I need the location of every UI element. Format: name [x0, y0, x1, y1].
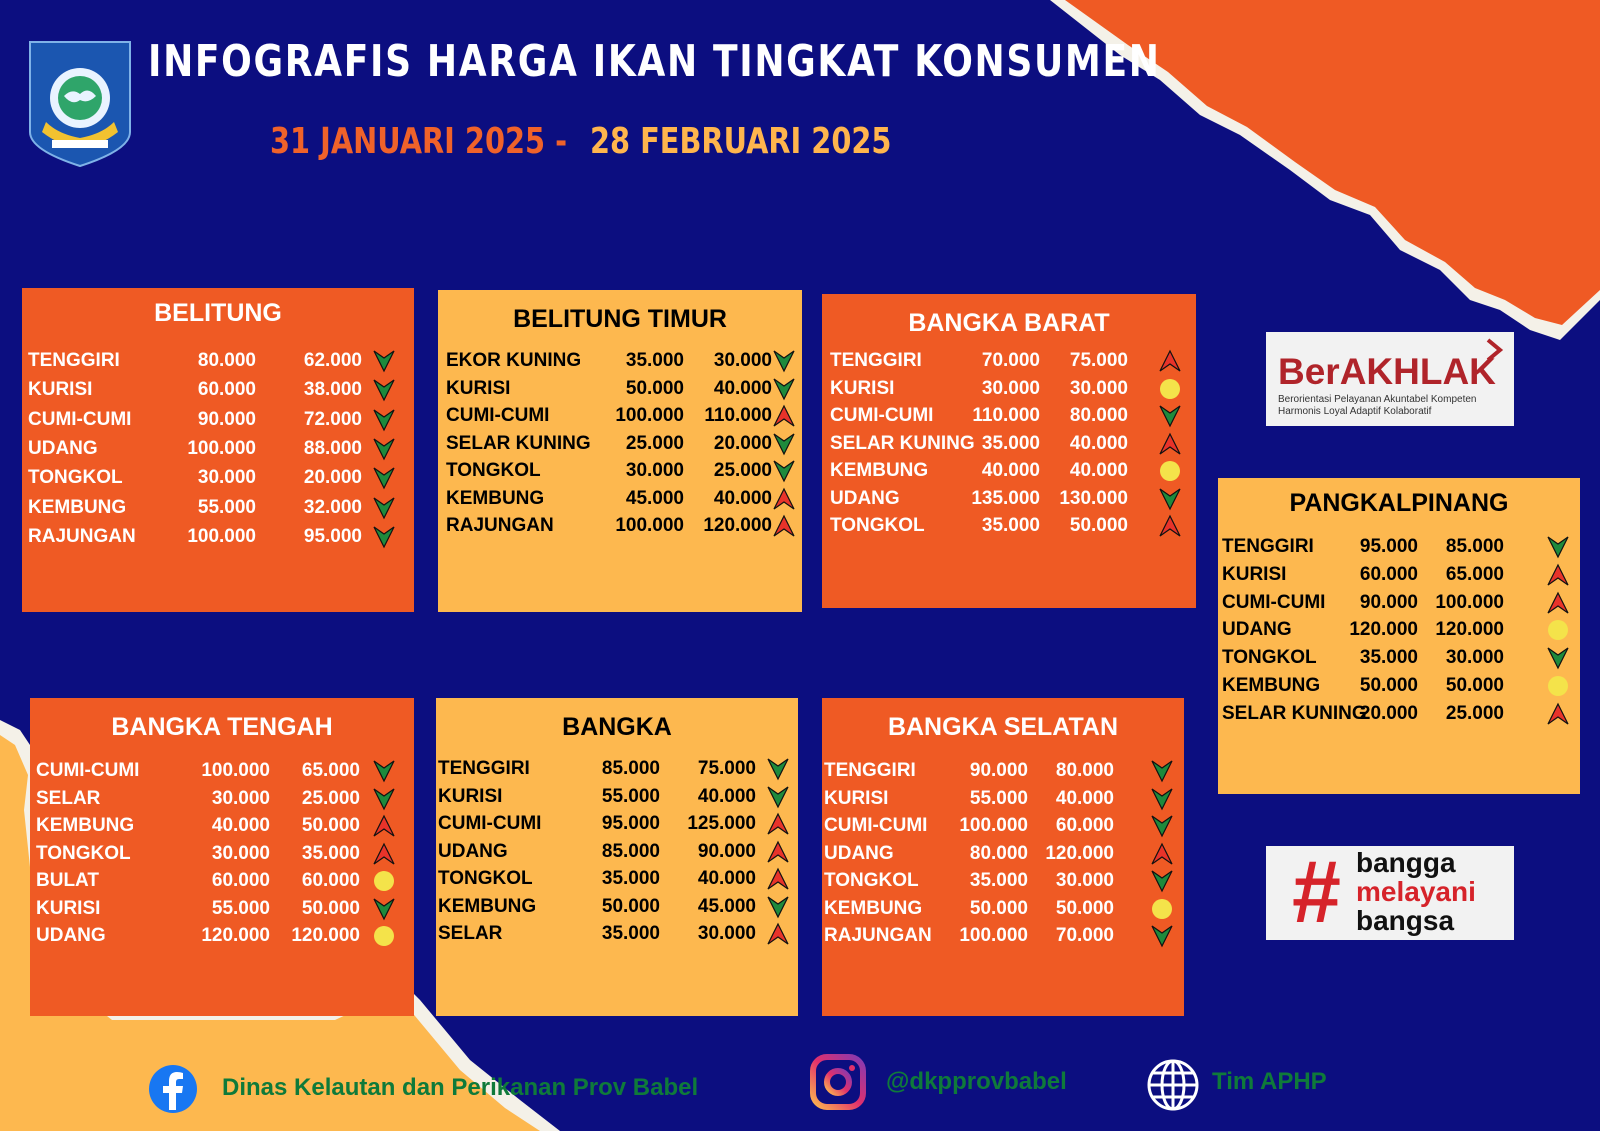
panel-title: PANGKALPINANG — [1289, 489, 1509, 517]
price-start: 50.000 — [601, 895, 660, 917]
price-row — [446, 403, 802, 429]
price-end: 30.000 — [713, 350, 772, 371]
neutral-circle-icon — [1546, 674, 1570, 698]
price-row — [446, 431, 802, 457]
fish-name: CUMI-CUMI — [830, 405, 934, 426]
price-end: 45.000 — [697, 895, 756, 917]
price-row — [830, 348, 1196, 374]
price-row — [36, 841, 414, 867]
arrow-up-icon — [766, 840, 790, 864]
price-row — [1222, 534, 1580, 560]
fish-name: KURISI — [438, 785, 503, 807]
price-row — [36, 786, 414, 812]
price-end: 20.000 — [713, 432, 772, 454]
price-row — [438, 784, 798, 810]
price-start: 30.000 — [981, 377, 1040, 399]
fish-name: UDANG — [1222, 619, 1292, 641]
price-end: 25.000 — [713, 460, 772, 481]
fish-name: TENGGIRI — [1222, 536, 1314, 557]
fish-name: TENGGIRI — [438, 758, 530, 779]
arrow-up-icon — [766, 922, 790, 946]
panel-title: BELITUNG TIMUR — [513, 305, 727, 333]
fish-name: TONGKOL — [1222, 647, 1317, 669]
price-start: 60.000 — [197, 379, 256, 401]
price-end: 40.000 — [1069, 432, 1128, 454]
arrow-down-icon — [772, 349, 796, 373]
price-row — [824, 786, 1184, 812]
price-end: 40.000 — [1069, 460, 1128, 481]
fish-name: UDANG — [36, 925, 106, 946]
fish-name: TONGKOL — [830, 515, 925, 536]
price-start: 100.000 — [615, 405, 684, 426]
price-row — [438, 756, 798, 782]
arrow-down-icon — [766, 785, 790, 809]
arrow-up-icon — [372, 842, 396, 866]
price-end: 120.000 — [1045, 842, 1114, 864]
price-row — [824, 923, 1184, 949]
price-start: 95.000 — [601, 813, 660, 834]
price-row — [446, 513, 802, 539]
panel-title: BANGKA BARAT — [908, 309, 1110, 337]
fish-name: KEMBUNG — [830, 460, 929, 481]
price-start: 50.000 — [969, 897, 1028, 919]
bangga-melayani-badge — [1266, 842, 1514, 941]
price-start: 20.000 — [1359, 702, 1418, 724]
arrow-up-icon — [1150, 842, 1174, 866]
arrow-up-icon — [1158, 349, 1182, 373]
price-end: 25.000 — [1445, 702, 1504, 724]
price-start: 95.000 — [1359, 536, 1418, 557]
price-start: 50.000 — [1359, 675, 1418, 696]
chevron-right-icon — [1484, 338, 1504, 362]
globe-icon[interactable] — [1146, 1058, 1200, 1112]
fish-name: CUMI-CUMI — [438, 813, 542, 834]
price-start: 35.000 — [601, 923, 660, 944]
price-end: 130.000 — [1059, 487, 1128, 509]
fish-name: KEMBUNG — [1222, 675, 1321, 696]
price-start: 100.000 — [187, 437, 256, 459]
facebook-text[interactable]: Dinas Kelautan dan Perikanan Prov Babel — [222, 1074, 699, 1101]
price-end: 88.000 — [303, 437, 362, 459]
price-row — [830, 403, 1196, 429]
price-end: 50.000 — [301, 897, 360, 919]
price-end: 30.000 — [1445, 647, 1504, 669]
price-row — [446, 458, 802, 484]
price-start: 50.000 — [625, 377, 684, 399]
price-row — [830, 513, 1196, 539]
price-end: 65.000 — [1445, 563, 1504, 585]
price-start: 90.000 — [1359, 591, 1418, 613]
price-end: 75.000 — [697, 758, 756, 779]
fish-name: UDANG — [28, 437, 98, 459]
arrow-up-icon — [772, 514, 796, 538]
instagram-text[interactable]: @dkpprovbabel — [886, 1068, 1067, 1095]
arrow-down-icon — [372, 496, 396, 520]
price-end: 38.000 — [303, 379, 362, 401]
price-row — [36, 813, 414, 839]
price-row — [830, 431, 1196, 457]
arrow-down-icon — [1150, 787, 1174, 811]
price-start: 110.000 — [972, 405, 1040, 426]
price-row — [36, 896, 414, 922]
arrow-down-icon — [1150, 924, 1174, 948]
fish-name: UDANG — [824, 842, 894, 864]
price-start: 25.000 — [625, 432, 684, 454]
hashtag-icon: # — [1292, 842, 1341, 941]
price-start: 35.000 — [601, 868, 660, 889]
panel-pangkalpinang — [1218, 478, 1580, 794]
price-row — [28, 465, 414, 491]
arrow-down-icon — [772, 459, 796, 483]
fish-name: TONGKOL — [28, 467, 123, 489]
price-row — [1222, 673, 1580, 699]
berakhlak-line1: Berorientasi Pelayanan Akuntabel Kompeten — [1278, 394, 1477, 405]
price-start: 80.000 — [969, 842, 1028, 864]
price-start: 100.000 — [959, 815, 1028, 836]
fish-name: SELAR KUNING — [446, 432, 591, 454]
fish-name: BULAT — [36, 870, 99, 891]
fish-name: KEMBUNG — [28, 496, 127, 518]
price-row — [830, 376, 1196, 402]
price-start: 35.000 — [981, 432, 1040, 454]
fish-name: TENGGIRI — [830, 350, 922, 371]
price-end: 35.000 — [301, 842, 360, 864]
price-end: 40.000 — [697, 868, 756, 889]
fish-name: TENGGIRI — [824, 760, 916, 781]
page-title: INFOGRAFIS HARGA IKAN TINGKAT KONSUMEN — [148, 36, 1161, 87]
arrow-up-icon — [1158, 432, 1182, 456]
fish-name: TONGKOL — [824, 870, 919, 891]
price-start: 60.000 — [1359, 563, 1418, 585]
price-start: 60.000 — [211, 870, 270, 891]
price-end: 65.000 — [301, 760, 360, 781]
price-end: 80.000 — [1055, 760, 1114, 781]
price-end: 70.000 — [1055, 925, 1114, 946]
price-row — [446, 376, 802, 402]
price-end: 40.000 — [697, 785, 756, 807]
arrow-up-icon — [372, 814, 396, 838]
arrow-down-icon — [766, 895, 790, 919]
fish-name: KEMBUNG — [824, 897, 923, 919]
arrow-down-icon — [372, 466, 396, 490]
arrow-down-icon — [772, 432, 796, 456]
neutral-circle-icon — [1158, 377, 1182, 401]
fish-name: KURISI — [1222, 563, 1287, 585]
price-start: 100.000 — [959, 925, 1028, 946]
panel-title: BELITUNG — [154, 299, 282, 327]
price-end: 40.000 — [1055, 787, 1114, 809]
fish-name: KEMBUNG — [438, 895, 537, 917]
arrow-up-icon — [766, 812, 790, 836]
panel-bangka — [436, 698, 798, 1016]
price-row — [28, 524, 414, 550]
fish-name: KEMBUNG — [36, 815, 135, 836]
arrow-down-icon — [766, 757, 790, 781]
price-start: 55.000 — [211, 897, 270, 919]
price-start: 55.000 — [601, 785, 660, 807]
arrow-up-icon — [772, 404, 796, 428]
price-start: 40.000 — [211, 815, 270, 836]
arrow-up-icon — [1546, 563, 1570, 587]
arrow-down-icon — [1546, 646, 1570, 670]
bangga-line2: melayani — [1356, 876, 1476, 907]
price-end: 60.000 — [301, 870, 360, 891]
price-end: 32.000 — [303, 496, 362, 518]
panel-bangka-selatan — [822, 698, 1184, 1016]
date-end: 28 FEBRUARI 2025 — [590, 121, 892, 162]
price-end: 30.000 — [1069, 377, 1128, 399]
price-end: 95.000 — [303, 525, 362, 547]
price-row — [446, 486, 802, 512]
price-start: 35.000 — [981, 515, 1040, 536]
bangga-line3: bangsa — [1356, 905, 1455, 936]
price-row — [438, 921, 798, 947]
price-row — [446, 348, 802, 374]
fish-name: SELAR — [438, 923, 503, 944]
fish-name: CUMI-CUMI — [446, 405, 550, 426]
price-row — [1222, 562, 1580, 588]
price-row — [36, 868, 414, 894]
arrow-up-icon — [772, 487, 796, 511]
price-start: 85.000 — [601, 840, 660, 862]
arrow-up-icon — [1546, 591, 1570, 615]
fish-name: CUMI-CUMI — [28, 408, 132, 430]
price-row — [1222, 590, 1580, 616]
arrow-down-icon — [1150, 759, 1174, 783]
fish-name: SELAR KUNING — [830, 432, 975, 454]
arrow-down-icon — [372, 408, 396, 432]
arrow-down-icon — [372, 759, 396, 783]
price-start: 30.000 — [211, 842, 270, 864]
fish-name: UDANG — [438, 840, 508, 862]
panel-belitung-timur — [438, 290, 802, 612]
price-end: 50.000 — [1445, 675, 1504, 696]
footer — [0, 1040, 1600, 1100]
neutral-circle-icon — [1158, 459, 1182, 483]
price-row — [824, 813, 1184, 839]
price-end: 120.000 — [1435, 619, 1504, 641]
price-start: 55.000 — [197, 496, 256, 518]
fish-name: SELAR KUNING — [1222, 702, 1367, 724]
arrow-down-icon — [372, 349, 396, 373]
facebook-icon[interactable] — [148, 1064, 198, 1114]
price-end: 100.000 — [1435, 591, 1504, 613]
fish-name: EKOR KUNING — [446, 350, 582, 371]
berakhlak-line2: Harmonis Loyal Adaptif Kolaboratif — [1278, 406, 1432, 417]
price-row — [438, 811, 798, 837]
price-end: 25.000 — [301, 787, 360, 809]
price-row — [28, 436, 414, 462]
price-end: 50.000 — [1055, 897, 1114, 919]
fish-name: RAJUNGAN — [446, 515, 554, 536]
price-end: 50.000 — [1069, 515, 1128, 536]
fish-name: SELAR — [36, 787, 101, 809]
arrow-down-icon — [372, 897, 396, 921]
price-end: 30.000 — [1055, 870, 1114, 891]
arrow-down-icon — [372, 787, 396, 811]
arrow-down-icon — [1150, 814, 1174, 838]
fish-name: RAJUNGAN — [28, 525, 136, 547]
price-end: 40.000 — [713, 377, 772, 399]
price-start: 85.000 — [601, 758, 660, 779]
price-row — [28, 348, 414, 374]
fish-name: KEMBUNG — [446, 487, 545, 509]
price-row — [824, 841, 1184, 867]
price-start: 40.000 — [981, 460, 1040, 481]
price-row — [1222, 617, 1580, 643]
arrow-down-icon — [1150, 869, 1174, 893]
panel-title: BANGKA SELATAN — [887, 713, 1119, 741]
price-start: 35.000 — [1359, 647, 1418, 669]
fish-name: CUMI-CUMI — [1222, 591, 1326, 613]
price-end: 72.000 — [303, 408, 362, 430]
price-row — [28, 495, 414, 521]
price-row — [824, 868, 1184, 894]
arrow-up-icon — [766, 867, 790, 891]
neutral-circle-icon — [372, 869, 396, 893]
price-start: 135.000 — [971, 487, 1040, 509]
province-logo — [28, 40, 132, 168]
price-end: 50.000 — [301, 815, 360, 836]
panel-belitung — [22, 288, 414, 612]
price-start: 120.000 — [1349, 619, 1418, 641]
price-end: 80.000 — [1069, 405, 1128, 426]
price-end: 110.000 — [704, 405, 772, 426]
fish-name: TONGKOL — [446, 460, 541, 481]
price-row — [1222, 645, 1580, 671]
fish-name: KURISI — [28, 379, 93, 401]
price-start: 30.000 — [625, 460, 684, 481]
neutral-circle-icon — [372, 924, 396, 948]
price-end: 85.000 — [1445, 536, 1504, 557]
fish-name: RAJUNGAN — [824, 925, 932, 946]
fish-name: KURISI — [446, 377, 511, 399]
price-end: 120.000 — [703, 515, 772, 536]
arrow-down-icon — [372, 378, 396, 402]
price-row — [824, 896, 1184, 922]
neutral-circle-icon — [1150, 897, 1174, 921]
neutral-circle-icon — [1546, 618, 1570, 642]
arrow-down-icon — [372, 525, 396, 549]
price-row — [28, 377, 414, 403]
price-start: 80.000 — [197, 350, 256, 371]
price-start: 100.000 — [201, 760, 270, 781]
fish-name: TONGKOL — [438, 868, 533, 889]
price-end: 62.000 — [303, 350, 362, 371]
price-row — [1222, 701, 1580, 727]
panel-title: BANGKA TENGAH — [111, 713, 333, 741]
price-start: 30.000 — [211, 787, 270, 809]
panel-title: BANGKA — [562, 713, 672, 741]
fish-name: TONGKOL — [36, 842, 131, 864]
fish-name: CUMI-CUMI — [36, 760, 140, 781]
berakhlak-title: BerAKHLAK — [1278, 351, 1496, 392]
price-end: 120.000 — [291, 925, 360, 946]
price-start: 45.000 — [625, 487, 684, 509]
fish-name: KURISI — [824, 787, 889, 809]
price-start: 55.000 — [969, 787, 1028, 809]
price-end: 125.000 — [687, 813, 756, 834]
price-row — [438, 894, 798, 920]
price-row — [438, 866, 798, 892]
bangga-line1: bangga — [1356, 847, 1456, 878]
fish-name: KURISI — [830, 377, 895, 399]
fish-name: TENGGIRI — [28, 350, 120, 371]
arrow-down-icon — [1158, 404, 1182, 428]
berakhlak-badge — [1266, 332, 1514, 426]
arrow-down-icon — [1546, 535, 1570, 559]
price-end: 90.000 — [697, 840, 756, 862]
price-row — [36, 923, 414, 949]
arrow-up-icon — [1158, 514, 1182, 538]
arrow-up-icon — [1546, 702, 1570, 726]
price-start: 90.000 — [969, 760, 1028, 781]
instagram-icon[interactable] — [808, 1052, 868, 1112]
price-end: 60.000 — [1055, 815, 1114, 836]
price-end: 75.000 — [1069, 350, 1128, 371]
fish-name: CUMI-CUMI — [824, 815, 928, 836]
panel-bangka-barat — [822, 294, 1196, 608]
web-text[interactable]: Tim APHP — [1212, 1068, 1327, 1095]
price-start: 30.000 — [197, 467, 256, 489]
price-row — [28, 407, 414, 433]
price-start: 90.000 — [197, 408, 256, 430]
price-end: 40.000 — [713, 487, 772, 509]
price-start: 35.000 — [969, 870, 1028, 891]
price-start: 35.000 — [625, 350, 684, 371]
arrow-down-icon — [372, 437, 396, 461]
fish-name: KURISI — [36, 897, 101, 919]
price-row — [36, 758, 414, 784]
price-start: 120.000 — [201, 925, 270, 946]
fish-name: UDANG — [830, 487, 900, 509]
arrow-down-icon — [772, 377, 796, 401]
price-start: 100.000 — [615, 515, 684, 536]
price-start: 70.000 — [981, 350, 1040, 371]
price-row — [824, 758, 1184, 784]
price-row — [830, 486, 1196, 512]
price-end: 30.000 — [697, 923, 756, 944]
price-row — [830, 458, 1196, 484]
panel-bangka-tengah — [30, 698, 414, 1016]
price-end: 20.000 — [303, 467, 362, 489]
arrow-down-icon — [1158, 487, 1182, 511]
price-start: 100.000 — [187, 525, 256, 547]
date-start: 31 JANUARI 2025 - — [270, 121, 568, 162]
price-row — [438, 839, 798, 865]
